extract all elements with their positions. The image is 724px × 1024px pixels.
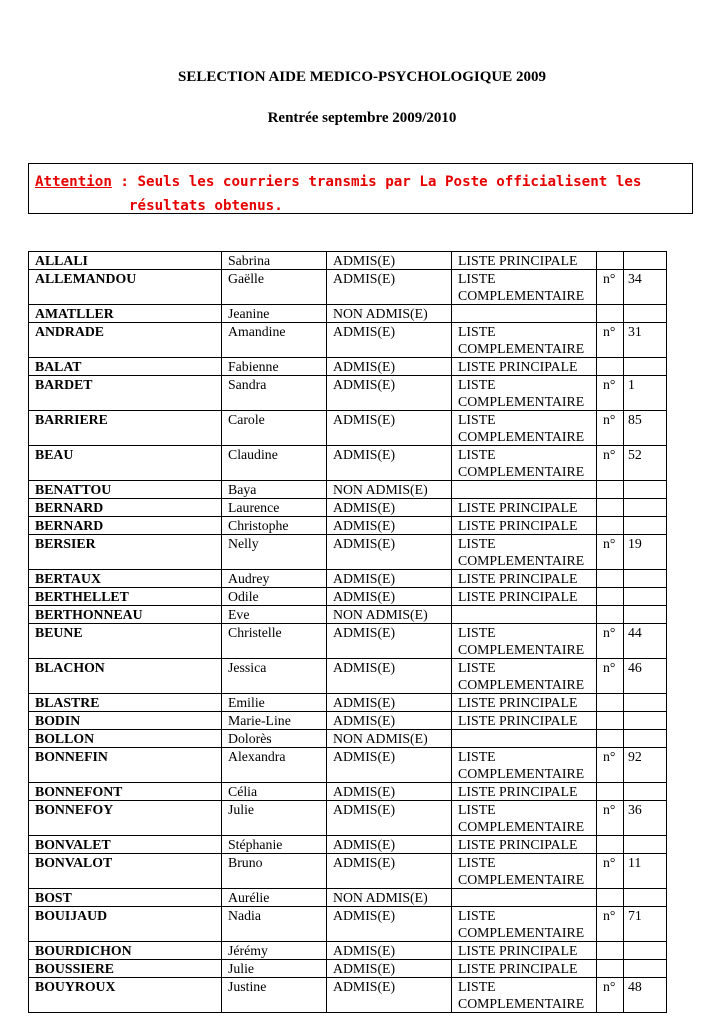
candidate-list [452,907,597,942]
candidate-surname: BERTHELLET [29,588,222,606]
attention-label: Attention [35,174,112,190]
candidate-surname: BONVALET [29,836,222,854]
candidate-surname: BENATTOU [29,481,222,499]
list-line: LISTE PRINCIPALE [458,837,578,852]
candidate-surname: BODIN [29,712,222,730]
rank-number-sign: n° [597,907,624,942]
table-row [29,588,667,606]
table-row [29,411,667,446]
list-line: LISTE [458,625,496,640]
candidate-firstname: Jessica [222,659,327,694]
list-line: LISTE [458,536,496,551]
candidate-firstname: Alexandra [222,748,327,783]
rank-number-sign [597,942,624,960]
table-row [29,606,667,624]
rank-value [624,942,667,960]
candidate-result: ADMIS(E) [327,624,452,659]
list-line: LISTE [458,749,496,764]
rank-number-sign: n° [597,659,624,694]
table-row [29,942,667,960]
table-row [29,659,667,694]
list-line: COMPLEMENTAIRE [458,872,585,887]
candidate-surname: BERSIER [29,535,222,570]
list-line: LISTE [458,271,496,286]
rank-value [624,730,667,748]
candidate-firstname: Christophe [222,517,327,535]
rank-number-sign: n° [597,801,624,836]
candidate-surname: BOUIJAUD [29,907,222,942]
rank-number-sign [597,252,624,270]
table-row [29,978,667,1013]
rank-number-sign: n° [597,535,624,570]
rank-value [624,836,667,854]
list-line: LISTE [458,979,496,994]
candidate-result: ADMIS(E) [327,323,452,358]
candidate-firstname: Aurélie [222,889,327,907]
rank-number-sign [597,889,624,907]
candidate-surname: BLASTRE [29,694,222,712]
rank-number-sign: n° [597,376,624,411]
table-row [29,960,667,978]
candidate-result: ADMIS(E) [327,446,452,481]
candidate-list [452,836,597,854]
candidate-result: NON ADMIS(E) [327,305,452,323]
candidate-surname: BONNEFIN [29,748,222,783]
candidate-surname: BLACHON [29,659,222,694]
list-line: COMPLEMENTAIRE [458,429,585,444]
candidate-list [452,606,597,624]
rank-value: 48 [624,978,667,1013]
rank-number-sign [597,730,624,748]
list-line: LISTE PRINCIPALE [458,253,578,268]
table-row [29,517,667,535]
rank-value: 85 [624,411,667,446]
candidate-firstname: Christelle [222,624,327,659]
candidate-list [452,659,597,694]
candidate-firstname: Sabrina [222,252,327,270]
candidate-result: ADMIS(E) [327,499,452,517]
candidate-firstname: Jérémy [222,942,327,960]
list-line: COMPLEMENTAIRE [458,677,585,692]
candidate-list [452,323,597,358]
table-row [29,499,667,517]
candidate-list [452,748,597,783]
candidate-firstname: Bruno [222,854,327,889]
candidate-firstname: Stéphanie [222,836,327,854]
candidate-surname: BEAU [29,446,222,481]
candidate-list [452,270,597,305]
candidate-result: ADMIS(E) [327,659,452,694]
candidate-list [452,376,597,411]
candidate-surname: BONNEFOY [29,801,222,836]
list-line: LISTE PRINCIPALE [458,713,578,728]
rank-number-sign [597,712,624,730]
candidate-surname: BOLLON [29,730,222,748]
candidate-result: ADMIS(E) [327,836,452,854]
candidate-list [452,854,597,889]
list-line: LISTE [458,377,496,392]
results-table-body [29,252,667,1013]
rank-value [624,694,667,712]
rank-number-sign: n° [597,323,624,358]
attention-line-1 [35,170,641,194]
table-row [29,624,667,659]
list-line: COMPLEMENTAIRE [458,394,585,409]
candidate-result: ADMIS(E) [327,376,452,411]
candidate-result: ADMIS(E) [327,907,452,942]
table-row [29,907,667,942]
candidate-surname: BEUNE [29,624,222,659]
list-line: LISTE PRINCIPALE [458,500,578,515]
candidate-result: ADMIS(E) [327,411,452,446]
rank-value: 36 [624,801,667,836]
candidate-result: ADMIS(E) [327,535,452,570]
table-row [29,854,667,889]
table-row [29,730,667,748]
candidate-list [452,481,597,499]
candidate-list [452,783,597,801]
candidate-surname: BONNEFONT [29,783,222,801]
rank-value: 92 [624,748,667,783]
candidate-surname: BARRIERE [29,411,222,446]
table-row [29,305,667,323]
rank-value: 11 [624,854,667,889]
table-row [29,712,667,730]
candidate-firstname: Justine [222,978,327,1013]
table-row [29,252,667,270]
list-line: LISTE [458,908,496,923]
candidate-firstname: Fabienne [222,358,327,376]
candidate-firstname: Jeanine [222,305,327,323]
candidate-result: NON ADMIS(E) [327,481,452,499]
rank-value [624,960,667,978]
candidate-firstname: Célia [222,783,327,801]
candidate-result: NON ADMIS(E) [327,606,452,624]
candidate-surname: BOUYROUX [29,978,222,1013]
table-row [29,323,667,358]
rank-number-sign: n° [597,624,624,659]
candidate-result: NON ADMIS(E) [327,889,452,907]
table-row [29,570,667,588]
attention-text-1: : Seuls les courriers transmis par La Poste officialisent les [111,174,642,190]
rank-number-sign [597,783,624,801]
candidate-firstname: Eve [222,606,327,624]
candidate-surname: BALAT [29,358,222,376]
list-line: LISTE [458,802,496,817]
candidate-list [452,446,597,481]
candidate-result: NON ADMIS(E) [327,730,452,748]
list-line: LISTE [458,447,496,462]
table-row [29,446,667,481]
candidate-firstname: Claudine [222,446,327,481]
candidate-list [452,570,597,588]
candidate-firstname: Sandra [222,376,327,411]
candidate-list [452,942,597,960]
candidate-result: ADMIS(E) [327,748,452,783]
candidate-surname: ALLALI [29,252,222,270]
rank-number-sign [597,305,624,323]
rank-value [624,358,667,376]
list-line: COMPLEMENTAIRE [458,766,585,781]
candidate-list [452,252,597,270]
rank-number-sign: n° [597,748,624,783]
candidate-result: ADMIS(E) [327,570,452,588]
rank-value: 1 [624,376,667,411]
candidate-list [452,624,597,659]
rank-number-sign: n° [597,270,624,305]
candidate-list [452,889,597,907]
list-line: LISTE PRINCIPALE [458,518,578,533]
list-line: COMPLEMENTAIRE [458,288,585,303]
table-row [29,889,667,907]
list-line: LISTE PRINCIPALE [458,571,578,586]
list-line: COMPLEMENTAIRE [458,925,585,940]
candidate-firstname: Nelly [222,535,327,570]
candidate-list [452,358,597,376]
list-line: LISTE PRINCIPALE [458,961,578,976]
rank-number-sign [597,606,624,624]
candidate-result: ADMIS(E) [327,252,452,270]
rank-value: 34 [624,270,667,305]
rank-value [624,305,667,323]
rank-number-sign [597,694,624,712]
candidate-surname: BERTAUX [29,570,222,588]
candidate-list [452,730,597,748]
attention-line-2: résultats obtenus. [129,198,283,214]
rank-value [624,588,667,606]
rank-value [624,499,667,517]
candidate-firstname: Emilie [222,694,327,712]
list-line [458,481,596,498]
list-line: COMPLEMENTAIRE [458,553,585,568]
candidate-list [452,978,597,1013]
rank-value [624,889,667,907]
candidate-result: ADMIS(E) [327,358,452,376]
rank-number-sign [597,517,624,535]
table-row [29,535,667,570]
candidate-firstname: Laurence [222,499,327,517]
rank-number-sign [597,836,624,854]
candidate-list [452,535,597,570]
table-row [29,376,667,411]
list-line [458,730,596,747]
candidate-firstname: Julie [222,960,327,978]
candidate-firstname: Baya [222,481,327,499]
candidate-surname: BOUSSIERE [29,960,222,978]
candidate-surname: BONVALOT [29,854,222,889]
candidate-result: ADMIS(E) [327,694,452,712]
rank-number-sign: n° [597,978,624,1013]
candidate-firstname: Gaëlle [222,270,327,305]
candidate-firstname: Amandine [222,323,327,358]
list-line: LISTE PRINCIPALE [458,359,578,374]
candidate-surname: BOURDICHON [29,942,222,960]
candidate-list [452,305,597,323]
rank-value: 46 [624,659,667,694]
document-title: SELECTION AIDE MEDICO-PSYCHOLOGIQUE 2009 [178,69,546,85]
rank-value [624,783,667,801]
rank-number-sign [597,570,624,588]
rank-number-sign [597,499,624,517]
rank-value [624,570,667,588]
candidate-list [452,411,597,446]
table-row [29,801,667,836]
rank-value [624,712,667,730]
list-line [458,889,596,906]
table-row [29,481,667,499]
candidate-result: ADMIS(E) [327,517,452,535]
rank-value: 71 [624,907,667,942]
list-line: LISTE PRINCIPALE [458,589,578,604]
candidate-firstname: Marie-Line [222,712,327,730]
list-line: LISTE [458,324,496,339]
list-line: LISTE [458,412,496,427]
list-line: COMPLEMENTAIRE [458,642,585,657]
candidate-firstname: Dolorès [222,730,327,748]
candidate-list [452,588,597,606]
rank-value: 31 [624,323,667,358]
candidate-surname: BERTHONNEAU [29,606,222,624]
candidate-surname: ALLEMANDOU [29,270,222,305]
candidate-list [452,517,597,535]
candidate-surname: BERNARD [29,517,222,535]
list-line: LISTE PRINCIPALE [458,695,578,710]
rank-value [624,481,667,499]
rank-number-sign [597,960,624,978]
list-line [458,606,596,623]
document-subtitle: Rentrée septembre 2009/2010 [267,110,457,126]
table-row [29,270,667,305]
table-row [29,783,667,801]
candidate-result: ADMIS(E) [327,712,452,730]
rank-number-sign [597,358,624,376]
candidate-list [452,499,597,517]
candidate-result: ADMIS(E) [327,588,452,606]
list-line: COMPLEMENTAIRE [458,819,585,834]
candidate-firstname: Odile [222,588,327,606]
list-line: COMPLEMENTAIRE [458,464,585,479]
candidate-surname: BERNARD [29,499,222,517]
rank-value: 52 [624,446,667,481]
list-line: LISTE PRINCIPALE [458,784,578,799]
rank-value [624,252,667,270]
candidate-surname: BOST [29,889,222,907]
list-line: COMPLEMENTAIRE [458,996,585,1011]
table-row [29,836,667,854]
list-line [458,305,596,322]
candidate-result: ADMIS(E) [327,960,452,978]
list-line: LISTE [458,660,496,675]
candidate-result: ADMIS(E) [327,854,452,889]
rank-value [624,606,667,624]
rank-number-sign [597,588,624,606]
table-row [29,694,667,712]
attention-notice [28,163,693,214]
list-line: LISTE [458,855,496,870]
rank-value: 19 [624,535,667,570]
candidate-list [452,712,597,730]
candidate-firstname: Nadia [222,907,327,942]
rank-number-sign: n° [597,854,624,889]
results-table [28,251,667,1013]
candidate-list [452,694,597,712]
list-line: COMPLEMENTAIRE [458,341,585,356]
table-row [29,748,667,783]
candidate-surname: AMATLLER [29,305,222,323]
candidate-result: ADMIS(E) [327,270,452,305]
candidate-result: ADMIS(E) [327,978,452,1013]
candidate-surname: BARDET [29,376,222,411]
candidate-result: ADMIS(E) [327,942,452,960]
candidate-firstname: Julie [222,801,327,836]
rank-number-sign: n° [597,446,624,481]
candidate-result: ADMIS(E) [327,783,452,801]
rank-number-sign [597,481,624,499]
rank-number-sign: n° [597,411,624,446]
table-row [29,358,667,376]
candidate-surname: ANDRADE [29,323,222,358]
rank-value: 44 [624,624,667,659]
candidate-firstname: Carole [222,411,327,446]
candidate-list [452,960,597,978]
rank-value [624,517,667,535]
list-line: LISTE PRINCIPALE [458,943,578,958]
candidate-list [452,801,597,836]
candidate-firstname: Audrey [222,570,327,588]
candidate-result: ADMIS(E) [327,801,452,836]
